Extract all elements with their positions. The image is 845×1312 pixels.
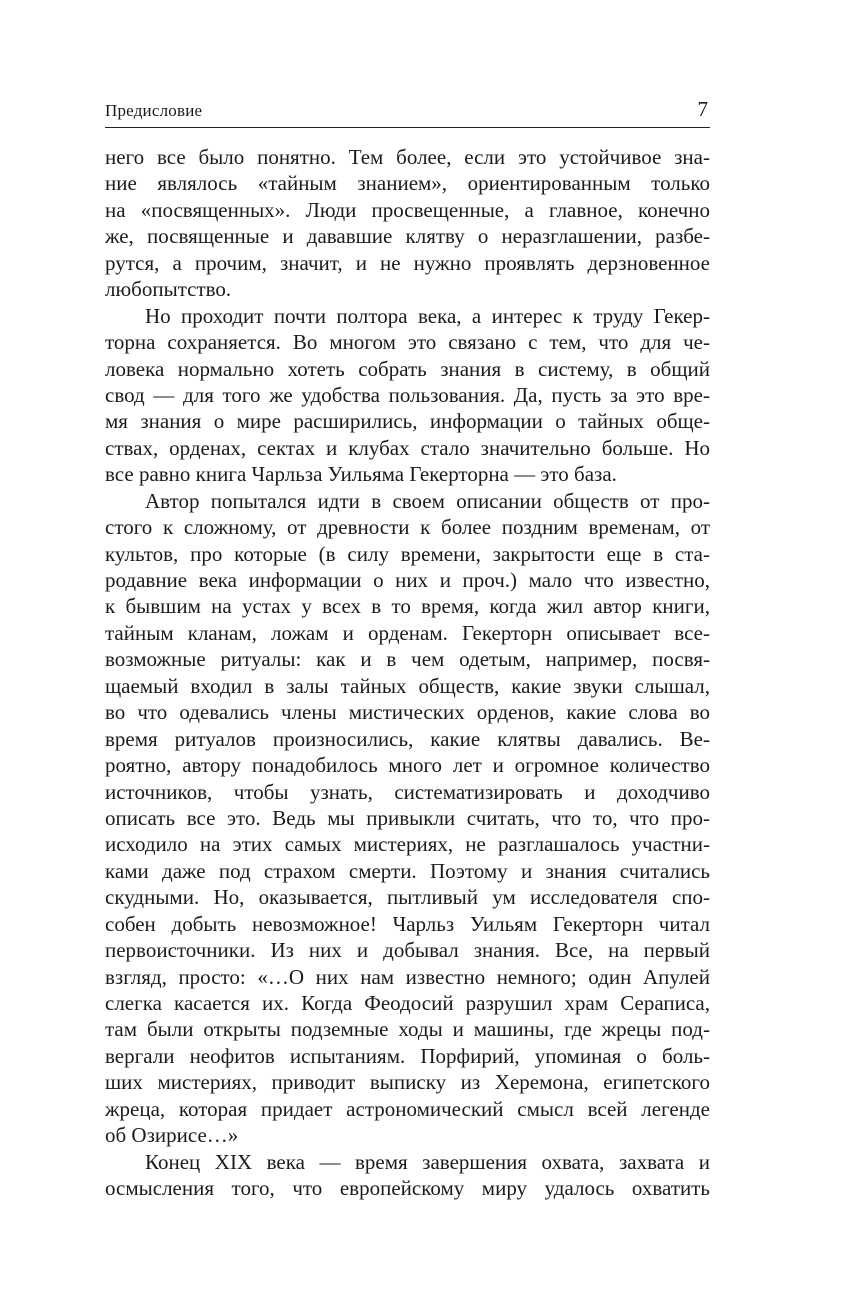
text-line: родавние века информации о них и проч.) мало что известно, bbox=[105, 568, 710, 592]
text-line: возможные ритуалы: как и в чем одетым, например, посвя- bbox=[105, 647, 710, 672]
text-line: вергали неофитов испытаниям. Порфирий, упоминая о боль- bbox=[105, 1043, 710, 1068]
text-line: первоисточники. Из них и добывал знания. Все, на первый bbox=[105, 938, 710, 963]
text-line: к бывшим на устах у всех в то время, когда жил автор книги, bbox=[105, 594, 710, 619]
text-line: щаемый входил в залы тайных обществ, какие звуки слышал, bbox=[105, 673, 710, 698]
text-line: любопытство. bbox=[105, 277, 232, 302]
text-line: ками даже под страхом смерти. Поэтому и знания считались bbox=[105, 858, 710, 883]
text-line: взгляд, просто: «…О них нам известно немного; один Апулей bbox=[105, 964, 710, 989]
paragraph bbox=[105, 144, 710, 303]
text-line: осмысления того, что европейскому миру удалось охватить bbox=[105, 1176, 710, 1201]
text-line: культов, про которые (в силу времени, закрытости еще в ста- bbox=[105, 541, 710, 566]
text-line: ловека нормально хотеть собрать знания в систему, в общий bbox=[105, 356, 710, 381]
text-line: ние являлось «тайным знанием», ориентированным только bbox=[105, 171, 710, 196]
text-line: тайным кланам, ложам и орденам. Гекерторн описывает все- bbox=[105, 620, 710, 645]
paragraph bbox=[105, 1149, 710, 1202]
paragraph bbox=[105, 303, 710, 488]
text-line: ствах, орденах, сектах и клубах стало значительно больше. Но bbox=[105, 435, 710, 460]
page-body bbox=[105, 144, 710, 1202]
text-line: слегка касается их. Когда Феодосий разрушил храм Сераписа, bbox=[105, 991, 710, 1015]
text-line: свод — для того же удобства пользования. Да, пусть за это вре- bbox=[105, 382, 710, 407]
text-line: него все было понятно. Тем более, если это устойчивое зна- bbox=[105, 145, 710, 169]
text-line: роятно, автору понадобилось много лет и огромное количество bbox=[105, 753, 710, 778]
text-line: время ритуалов произносились, какие клятвы давались. Ве- bbox=[105, 726, 710, 751]
text-line: на «посвященных». Люди просвещенные, а главное, конечно bbox=[105, 197, 710, 222]
text-line: Конец XIX века — время завершения охвата, захвата и bbox=[145, 1149, 710, 1174]
text-line: торна сохраняется. Во многом это связано с тем, что для че- bbox=[105, 330, 710, 355]
text-line: во что одевались члены мистических орденов, какие слова во bbox=[105, 700, 710, 725]
text-line: Но проходит почти полтора века, а интерес к труду Гекер- bbox=[145, 303, 710, 328]
text-line: мя знания о мире расширились, информации о тайных обще- bbox=[105, 409, 710, 434]
text-line: описать все это. Ведь мы привыкли считать, что то, что про- bbox=[105, 805, 710, 830]
text-line: все равно книга Чарльза Уильяма Гекерторна — это база. bbox=[105, 462, 617, 487]
text-line: стого к сложному, от древности к более поздним временам, от bbox=[105, 515, 710, 540]
text-line: исходило на этих самых мистериях, не разглашалось участни- bbox=[105, 832, 710, 857]
paragraph bbox=[105, 488, 710, 1149]
text-line: рутся, а прочим, значит, и не нужно проявлять дерзновенное bbox=[105, 250, 710, 275]
page-number: 7 bbox=[697, 97, 708, 121]
running-header-section-title: Предисловие bbox=[105, 101, 203, 120]
text-line: же, посвященные и дававшие клятву о неразглашении, разбе- bbox=[105, 224, 710, 249]
text-line: источников, чтобы узнать, систематизировать и доходчиво bbox=[105, 779, 710, 804]
text-line: скудными. Но, оказывается, пытливый ум исследователя спо- bbox=[105, 885, 710, 910]
text-line: об Озирисе…» bbox=[105, 1123, 239, 1148]
text-line: там были открыты подземные ходы и машины, где жрецы под- bbox=[105, 1017, 710, 1042]
text-line: Автор попытался идти в своем описании обществ от про- bbox=[145, 488, 710, 513]
text-line: жреца, которая придает астрономический смысл всей легенде bbox=[105, 1096, 710, 1121]
text-line: ших мистериях, приводит выписку из Херемона, египетского bbox=[105, 1070, 710, 1095]
text-line: собен добыть невозможное! Чарльз Уильям Гекерторн читал bbox=[105, 911, 710, 936]
header-rule bbox=[105, 127, 710, 128]
